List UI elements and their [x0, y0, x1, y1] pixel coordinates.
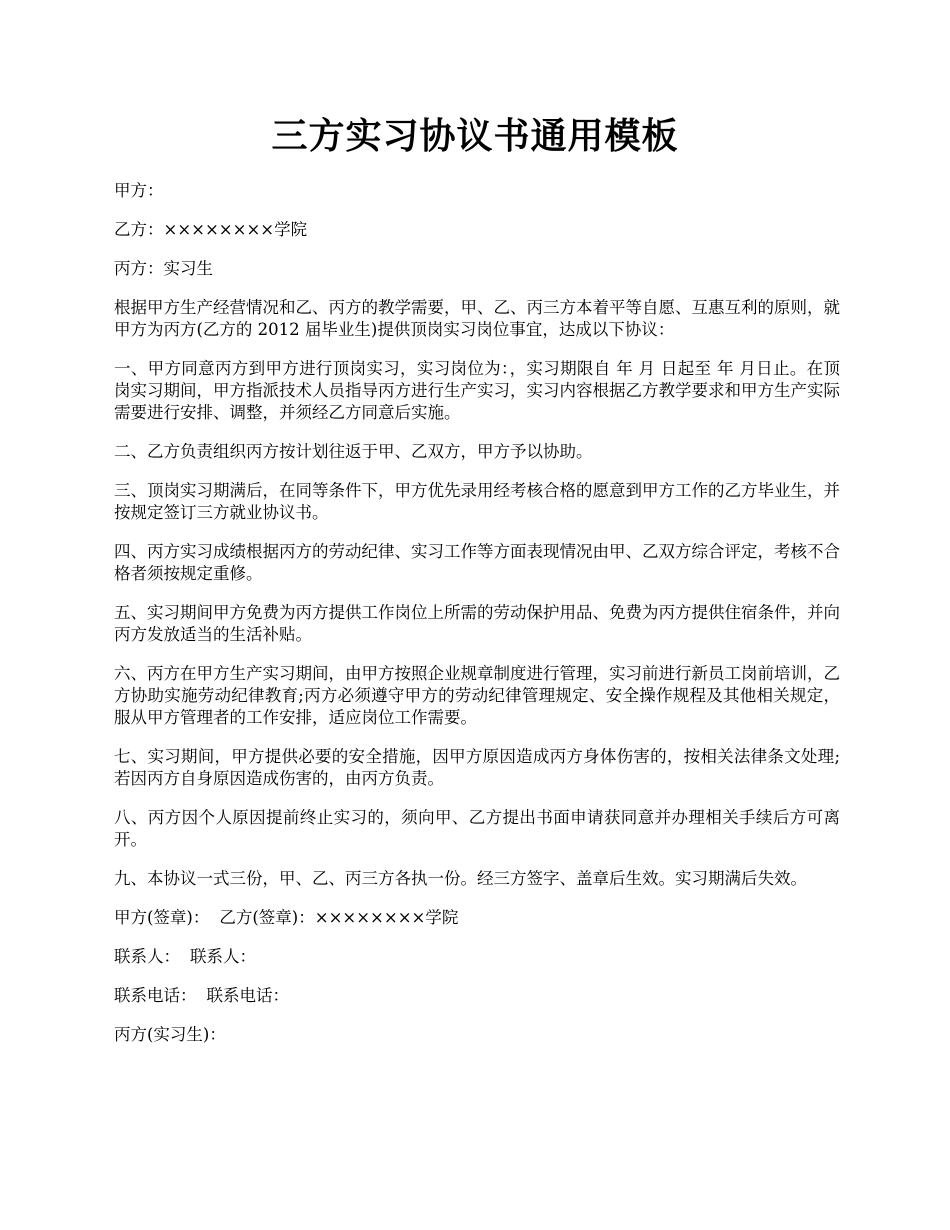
clause-8: 八、丙方因个人原因提前终止实习的，须向甲、乙方提出书面申请获同意并办理相关手续后方可离开。: [114, 808, 840, 849]
clause-7: 七、实习期间，甲方提供必要的安全措施，因甲方原因造成丙方身体伤害的，按相关法律条文处理;若因丙方自身原因造成伤害的，由丙方负责。: [114, 747, 840, 788]
document-title: 三方实习协议书通用模板: [271, 115, 679, 157]
signature-line: [114, 907, 840, 929]
document-body: [114, 180, 840, 1063]
party-a-signature-label: 甲方(签章)：: [114, 908, 210, 927]
party-b-line: 乙方：××××××××学院: [114, 220, 308, 239]
party-b-phone-label: 联系电话：: [206, 986, 289, 1005]
clause-6: 六、丙方在甲方生产实习期间，由甲方按照企业规章制度进行管理，实习前进行新员工岗前培训，乙方协助实施劳动纪律教育;丙方必须遵守甲方的劳动纪律管理规定、安全操作规程及其他相关规定，服从甲方管理者的工作安排，适应岗位工作需要。: [114, 664, 840, 727]
clause-5: 五、实习期间甲方免费为丙方提供工作岗位上所需的劳动保护用品、免费为丙方提供住宿条件，并向丙方发放适当的生活补贴。: [114, 603, 840, 644]
preamble-paragraph: 根据甲方生产经营情况和乙、丙方的教学需要，甲、乙、丙三方本着平等自愿、互惠互利的原则，就甲方为丙方(乙方的 2012 届毕业生)提供顶岗实习岗位事宜，达成以下协议：: [114, 298, 840, 339]
party-c-line: 丙方：实习生: [114, 259, 213, 278]
clause-2: 二、乙方负责组织丙方按计划往返于甲、乙双方，甲方予以协助。: [114, 442, 593, 461]
contact-line: [114, 946, 840, 968]
party-a-line: 甲方：: [114, 181, 164, 200]
party-a-contact-label: 联系人：: [114, 947, 180, 966]
clause-3: 三、顶岗实习期满后，在同等条件下，甲方优先录用经考核合格的愿意到甲方工作的乙方毕业生，并按规定签订三方就业协议书。: [114, 481, 840, 522]
clause-4: 四、丙方实习成绩根据丙方的劳动纪律、实习工作等方面表现情况由甲、乙双方综合评定，考核不合格者须按规定重修。: [114, 542, 840, 583]
party-b-contact-label: 联系人：: [190, 947, 256, 966]
party-a-phone-label: 联系电话：: [114, 986, 197, 1005]
clause-9: 九、本协议一式三份，甲、乙、丙三方各执一份。经三方签字、盖章后生效。实习期满后失效。: [114, 869, 807, 888]
party-c-signature-label: 丙方(实习生)：: [114, 1025, 226, 1044]
phone-line: [114, 985, 840, 1007]
clause-1: 一、甲方同意丙方到甲方进行顶岗实习，实习岗位为：，实习期限自 年 月 日起至 年 月日止。在顶岗实习期间，甲方指派技术人员指导丙方进行生产实习，实习内容根据乙方教学要求和甲方生产实际需要进行安排、调整，并须经乙方同意后实施。: [114, 359, 840, 422]
party-b-signature-label: 乙方(签章)：××××××××学院: [219, 908, 459, 927]
